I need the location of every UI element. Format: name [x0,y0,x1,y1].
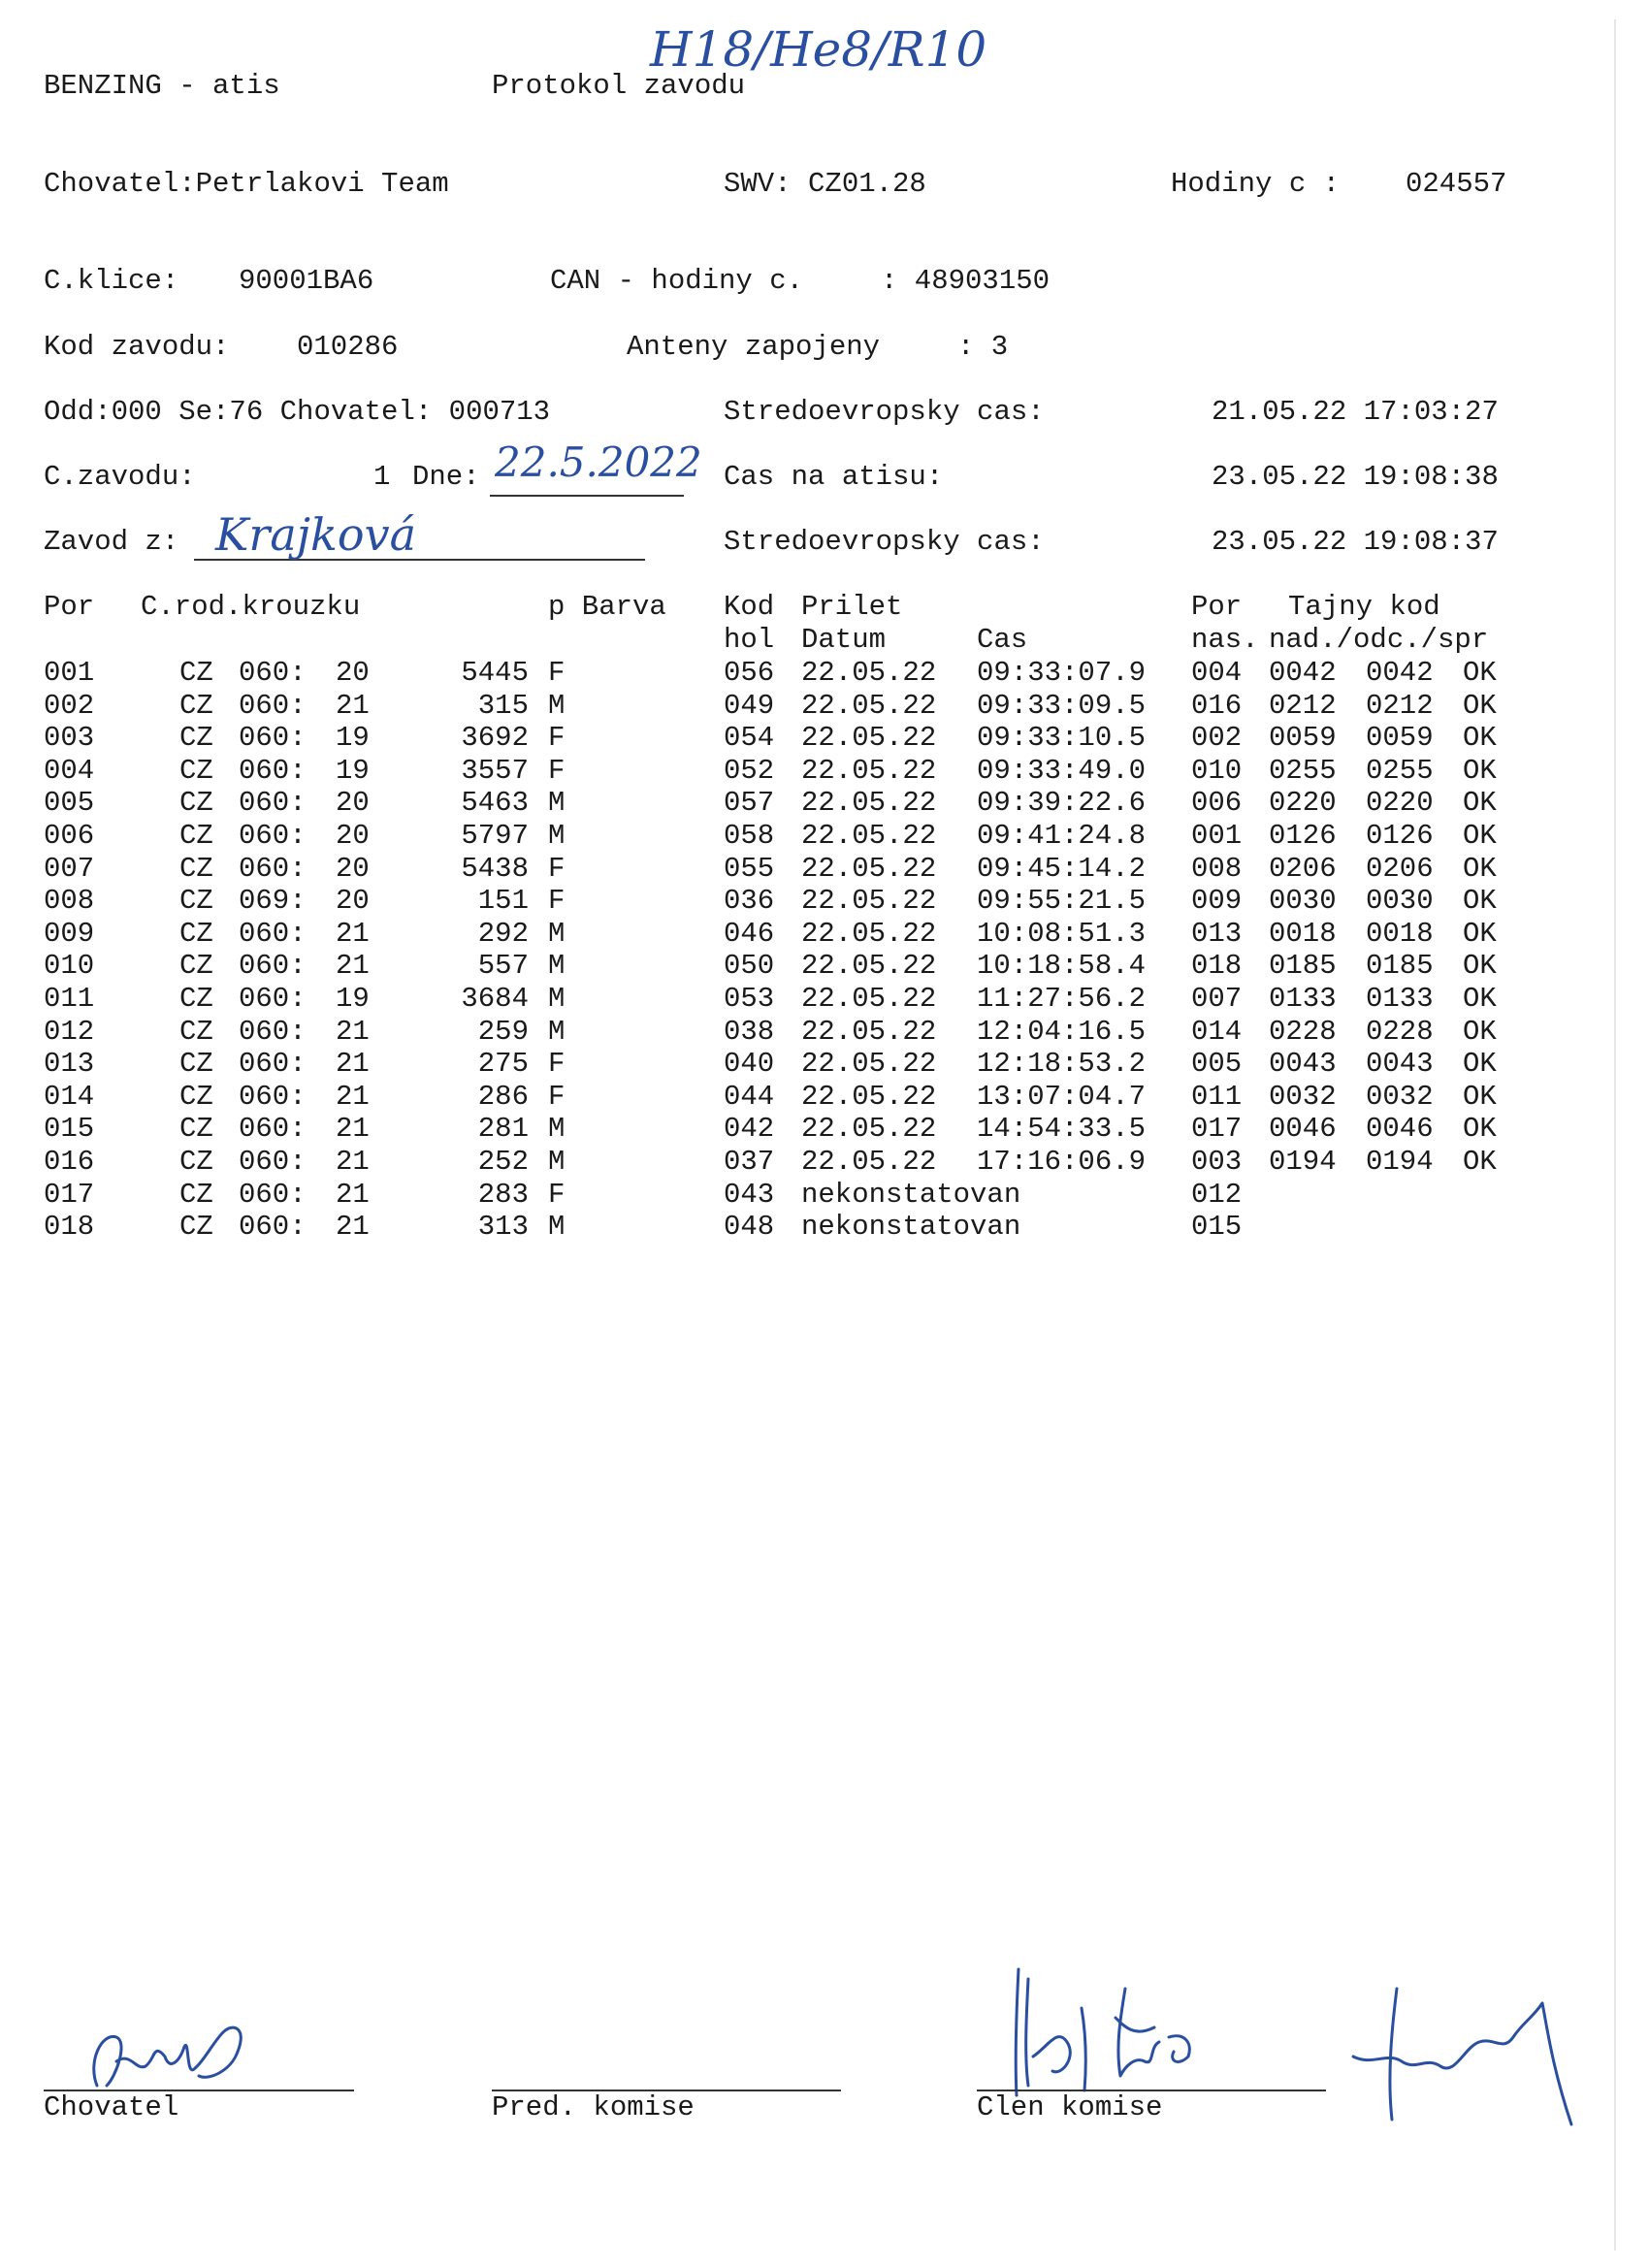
cell-org: 060: [239,950,307,983]
cell-sex: F [548,885,566,918]
cell-year: 20 [336,885,370,918]
cell-odc: 0043 [1366,1048,1434,1081]
cell-year: 21 [336,1113,370,1146]
key-label: C.klice: [44,265,179,297]
cell-odc: 0126 [1366,820,1434,852]
race-from-label: Zavod z: [44,526,179,558]
cell-time: 14:54:33.5 [977,1113,1147,1146]
date-underline [490,495,684,497]
software-version: SWV: CZ01.28 [724,168,926,200]
cell-spr: OK [1463,885,1497,918]
cell-rank: 004 [1191,657,1243,689]
cell-spr: OK [1463,787,1497,820]
cell-por: 001 [44,657,95,689]
cell-sex: F [548,754,566,787]
cell-date: 22.05.22 [801,1080,937,1113]
breeder-info: Chovatel:Petrlakovi Team [44,168,449,200]
cell-sex: M [548,820,566,852]
cell-date: 22.05.22 [801,852,937,885]
breeder-signature [78,2003,272,2100]
col-header-por: Por [44,591,95,623]
cell-org: 060: [239,852,307,885]
cell-spr: OK [1463,689,1497,722]
cell-year: 21 [336,689,370,722]
cell-time: 12:04:16.5 [977,1015,1147,1048]
cell-kod: 042 [724,1113,775,1146]
cell-rank: 007 [1191,983,1243,1015]
cell-odc: 0059 [1366,722,1434,755]
cell-time: 12:18:53.2 [977,1048,1147,1081]
cell-date: 22.05.22 [801,787,937,820]
cell-org: 060: [239,1211,307,1244]
col-header-datum: Datum [801,624,887,656]
cell-ring-number: 313 [477,1211,529,1244]
col-header-kod: Kod [724,591,775,623]
col-header-por2: Por [1191,591,1243,623]
cell-org: 060: [239,787,307,820]
handwritten-note: H18/He8/R10 [650,21,987,78]
cell-sex: M [548,1113,566,1146]
cell-rank: 015 [1191,1211,1243,1244]
antennas-value: : 3 [957,331,1009,363]
cell-spr: OK [1463,1080,1497,1113]
cell-por: 007 [44,852,95,885]
cell-sex: M [548,1211,566,1244]
cell-kod: 037 [724,1146,775,1178]
cell-country: CZ [179,852,213,885]
cell-country: CZ [179,787,213,820]
cell-time: 11:27:56.2 [977,983,1147,1015]
cell-year: 19 [336,754,370,787]
cell-ring-number: 3684 [461,983,529,1015]
breeder-signature-label: Chovatel [44,2091,179,2123]
cell-ring-number: 3692 [461,722,529,755]
cell-date: 22.05.22 [801,983,937,1015]
cell-date: 22.05.22 [801,1113,937,1146]
cell-por: 006 [44,820,95,852]
cell-spr: OK [1463,852,1497,885]
cell-odc: 0046 [1366,1113,1434,1146]
cell-kod: 048 [724,1211,775,1244]
can-value: : 48903150 [881,265,1051,297]
cell-kod: 052 [724,754,775,787]
cell-ring-number: 5438 [461,852,529,885]
cell-org: 060: [239,1146,307,1178]
cell-rank: 011 [1191,1080,1243,1113]
cell-nad: 0018 [1269,917,1337,950]
cell-ring-number: 315 [477,689,529,722]
cell-sex: M [548,1015,566,1048]
cell-rank: 012 [1191,1178,1243,1211]
second-member-signature [1348,1979,1591,2134]
cell-odc: 0032 [1366,1080,1434,1113]
cell-year: 20 [336,787,370,820]
cell-time: 10:08:51.3 [977,917,1147,950]
cell-date: 22.05.22 [801,917,937,950]
cell-nad: 0030 [1269,885,1337,918]
cell-kod: 036 [724,885,775,918]
cell-spr: OK [1463,1048,1497,1081]
col-header-sex-color: p Barva [548,591,666,623]
atis-time-label: Cas na atisu: [724,461,944,493]
cell-odc: 0042 [1366,657,1434,689]
cell-odc: 0220 [1366,787,1434,820]
cell-nad: 0046 [1269,1113,1337,1146]
cell-org: 060: [239,820,307,852]
cell-org: 060: [239,722,307,755]
cell-sex: F [548,1178,566,1211]
race-code-value: 010286 [297,331,399,363]
cell-rank: 001 [1191,820,1243,852]
cell-time: 17:16:06.9 [977,1146,1147,1178]
cell-por: 016 [44,1146,95,1178]
cell-org: 060: [239,1080,307,1113]
col-header-ring: C.rod.krouzku [141,591,361,623]
cell-nad: 0185 [1269,950,1337,983]
cell-country: CZ [179,1048,213,1081]
clock-value: 024557 [1406,168,1507,200]
cell-date: nekonstatovan [801,1178,1021,1211]
cell-rank: 003 [1191,1146,1243,1178]
cell-sex: F [548,722,566,755]
key-value: 90001BA6 [239,265,374,297]
cell-rank: 017 [1191,1113,1243,1146]
cell-time: 10:18:58.4 [977,950,1147,983]
chair-signature-label: Pred. komise [492,2091,695,2123]
cell-time: 09:39:22.6 [977,787,1147,820]
cell-kod: 055 [724,852,775,885]
cell-ring-number: 283 [477,1178,529,1211]
cell-rank: 018 [1191,950,1243,983]
cell-country: CZ [179,1113,213,1146]
cell-por: 005 [44,787,95,820]
member-signature [989,1950,1300,2105]
cell-rank: 005 [1191,1048,1243,1081]
can-label: CAN - hodiny c. [550,265,804,297]
scan-edge [1614,19,1616,2251]
cell-odc: 0206 [1366,852,1434,885]
cell-ring-number: 5797 [461,820,529,852]
cell-year: 20 [336,657,370,689]
cell-country: CZ [179,983,213,1015]
cell-sex: F [548,1080,566,1113]
cell-kod: 056 [724,657,775,689]
cell-nad: 0133 [1269,983,1337,1015]
cell-ring-number: 5445 [461,657,529,689]
cell-ring-number: 286 [477,1080,529,1113]
cell-sex: M [548,917,566,950]
cell-odc: 0018 [1366,917,1434,950]
cell-odc: 0133 [1366,983,1434,1015]
cell-country: CZ [179,820,213,852]
cell-country: CZ [179,754,213,787]
cell-country: CZ [179,1211,213,1244]
cell-por: 018 [44,1211,95,1244]
cell-rank: 014 [1191,1015,1243,1048]
cell-odc: 0030 [1366,885,1434,918]
cet-value-2: 23.05.22 19:08:37 [1212,526,1499,558]
cell-rank: 013 [1191,917,1243,950]
cell-spr: OK [1463,917,1497,950]
cell-ring-number: 3557 [461,754,529,787]
cell-odc: 0212 [1366,689,1434,722]
atis-time-value: 23.05.22 19:08:38 [1212,461,1499,493]
cell-date: nekonstatovan [801,1211,1021,1244]
cell-nad: 0194 [1269,1146,1337,1178]
section-info: Odd:000 Se:76 Chovatel: 000713 [44,396,551,428]
cell-spr: OK [1463,820,1497,852]
cell-nad: 0220 [1269,787,1337,820]
cell-sex: F [548,852,566,885]
cell-org: 060: [239,1113,307,1146]
day-label: Dne: [412,461,480,493]
race-code-label: Kod zavodu: [44,331,230,363]
cell-kod: 053 [724,983,775,1015]
cell-nad: 0228 [1269,1015,1337,1048]
clock-label: Hodiny c : [1171,168,1341,200]
cell-ring-number: 292 [477,917,529,950]
cell-kod: 049 [724,689,775,722]
cell-ring-number: 151 [477,885,529,918]
cell-por: 003 [44,722,95,755]
cell-ring-number: 557 [477,950,529,983]
cell-country: CZ [179,917,213,950]
cell-kod: 058 [724,820,775,852]
cell-kod: 050 [724,950,775,983]
cell-por: 010 [44,950,95,983]
cell-rank: 002 [1191,722,1243,755]
cell-ring-number: 259 [477,1015,529,1048]
cell-org: 060: [239,689,307,722]
cell-rank: 010 [1191,754,1243,787]
cell-odc: 0255 [1366,754,1434,787]
member-signature-label: Clen komise [977,2091,1163,2123]
cell-ring-number: 252 [477,1146,529,1178]
handwritten-race-from: Krajková [215,508,417,561]
handwritten-date: 22.5.2022 [495,438,702,486]
cell-time: 13:07:04.7 [977,1080,1147,1113]
cell-year: 20 [336,820,370,852]
cell-spr: OK [1463,1146,1497,1178]
cell-date: 22.05.22 [801,1048,937,1081]
cell-nad: 0042 [1269,657,1337,689]
cell-year: 19 [336,722,370,755]
cell-odc: 0228 [1366,1015,1434,1048]
cell-kod: 057 [724,787,775,820]
cell-date: 22.05.22 [801,820,937,852]
cell-kod: 046 [724,917,775,950]
cell-por: 002 [44,689,95,722]
cell-nad: 0032 [1269,1080,1337,1113]
cell-org: 069: [239,885,307,918]
cell-sex: M [548,950,566,983]
cell-country: CZ [179,1146,213,1178]
cell-rank: 008 [1191,852,1243,885]
cet-label-2: Stredoevropsky cas: [724,526,1045,558]
cell-spr: OK [1463,950,1497,983]
cet-label-1: Stredoevropsky cas: [724,396,1045,428]
cell-spr: OK [1463,1015,1497,1048]
cell-por: 014 [44,1080,95,1113]
cell-country: CZ [179,1080,213,1113]
col-header-codes: nad./odc./spr [1269,624,1489,656]
col-header-hol: hol [724,624,775,656]
brand-label: BENZING - atis [44,70,280,102]
cell-nad: 0043 [1269,1048,1337,1081]
cell-kod: 043 [724,1178,775,1211]
cell-nad: 0126 [1269,820,1337,852]
cell-date: 22.05.22 [801,689,937,722]
cell-kod: 040 [724,1048,775,1081]
cell-ring-number: 275 [477,1048,529,1081]
cell-country: CZ [179,689,213,722]
cell-year: 19 [336,983,370,1015]
cell-kod: 044 [724,1080,775,1113]
cell-rank: 006 [1191,787,1243,820]
cell-spr: OK [1463,983,1497,1015]
cell-country: CZ [179,1015,213,1048]
cell-por: 011 [44,983,95,1015]
col-header-cas: Cas [977,624,1028,656]
cell-year: 21 [336,1080,370,1113]
cell-org: 060: [239,1015,307,1048]
cell-odc: 0194 [1366,1146,1434,1178]
cell-year: 21 [336,917,370,950]
cell-ring-number: 281 [477,1113,529,1146]
cell-org: 060: [239,657,307,689]
cell-sex: F [548,657,566,689]
cell-date: 22.05.22 [801,754,937,787]
cell-odc: 0185 [1366,950,1434,983]
cell-time: 09:41:24.8 [977,820,1147,852]
cell-spr: OK [1463,657,1497,689]
cell-por: 012 [44,1015,95,1048]
cell-time: 09:33:09.5 [977,689,1147,722]
cell-rank: 009 [1191,885,1243,918]
cell-spr: OK [1463,722,1497,755]
cell-kod: 038 [724,1015,775,1048]
antennas-label: Anteny zapojeny [627,331,881,363]
race-number-value: 1 [373,461,391,493]
cell-por: 008 [44,885,95,918]
cell-time: 09:33:07.9 [977,657,1147,689]
cell-org: 060: [239,1048,307,1081]
cell-year: 21 [336,1048,370,1081]
cell-time: 09:33:49.0 [977,754,1147,787]
race-number-label: C.zavodu: [44,461,196,493]
cell-por: 004 [44,754,95,787]
cell-spr: OK [1463,1113,1497,1146]
cell-nad: 0255 [1269,754,1337,787]
cell-org: 060: [239,1178,307,1211]
cell-time: 09:33:10.5 [977,722,1147,755]
cell-org: 060: [239,917,307,950]
cell-sex: M [548,983,566,1015]
cell-rank: 016 [1191,689,1243,722]
cell-year: 21 [336,1015,370,1048]
cell-nad: 0206 [1269,852,1337,885]
cell-sex: M [548,689,566,722]
cell-date: 22.05.22 [801,885,937,918]
cell-por: 009 [44,917,95,950]
document-title: Protokol zavodu [492,70,746,102]
cell-year: 21 [336,1211,370,1244]
cell-spr: OK [1463,754,1497,787]
cell-por: 015 [44,1113,95,1146]
cell-time: 09:55:21.5 [977,885,1147,918]
cell-sex: F [548,1048,566,1081]
cell-date: 22.05.22 [801,722,937,755]
cell-por: 017 [44,1178,95,1211]
col-header-tajny: Tajny kod [1288,591,1440,623]
cell-sex: M [548,787,566,820]
cell-sex: M [548,1146,566,1178]
cell-year: 21 [336,950,370,983]
cell-nad: 0059 [1269,722,1337,755]
col-header-prilet: Prilet [801,591,903,623]
cell-country: CZ [179,722,213,755]
cell-org: 060: [239,983,307,1015]
cell-nad: 0212 [1269,689,1337,722]
cell-date: 22.05.22 [801,950,937,983]
col-header-nas: nas. [1191,624,1259,656]
cell-por: 013 [44,1048,95,1081]
cell-ring-number: 5463 [461,787,529,820]
cet-value-1: 21.05.22 17:03:27 [1212,396,1499,428]
cell-org: 060: [239,754,307,787]
cell-country: CZ [179,1178,213,1211]
cell-time: 09:45:14.2 [977,852,1147,885]
cell-year: 20 [336,852,370,885]
cell-country: CZ [179,950,213,983]
cell-date: 22.05.22 [801,1146,937,1178]
cell-kod: 054 [724,722,775,755]
cell-country: CZ [179,885,213,918]
cell-year: 21 [336,1146,370,1178]
cell-date: 22.05.22 [801,1015,937,1048]
cell-date: 22.05.22 [801,657,937,689]
cell-country: CZ [179,657,213,689]
cell-year: 21 [336,1178,370,1211]
